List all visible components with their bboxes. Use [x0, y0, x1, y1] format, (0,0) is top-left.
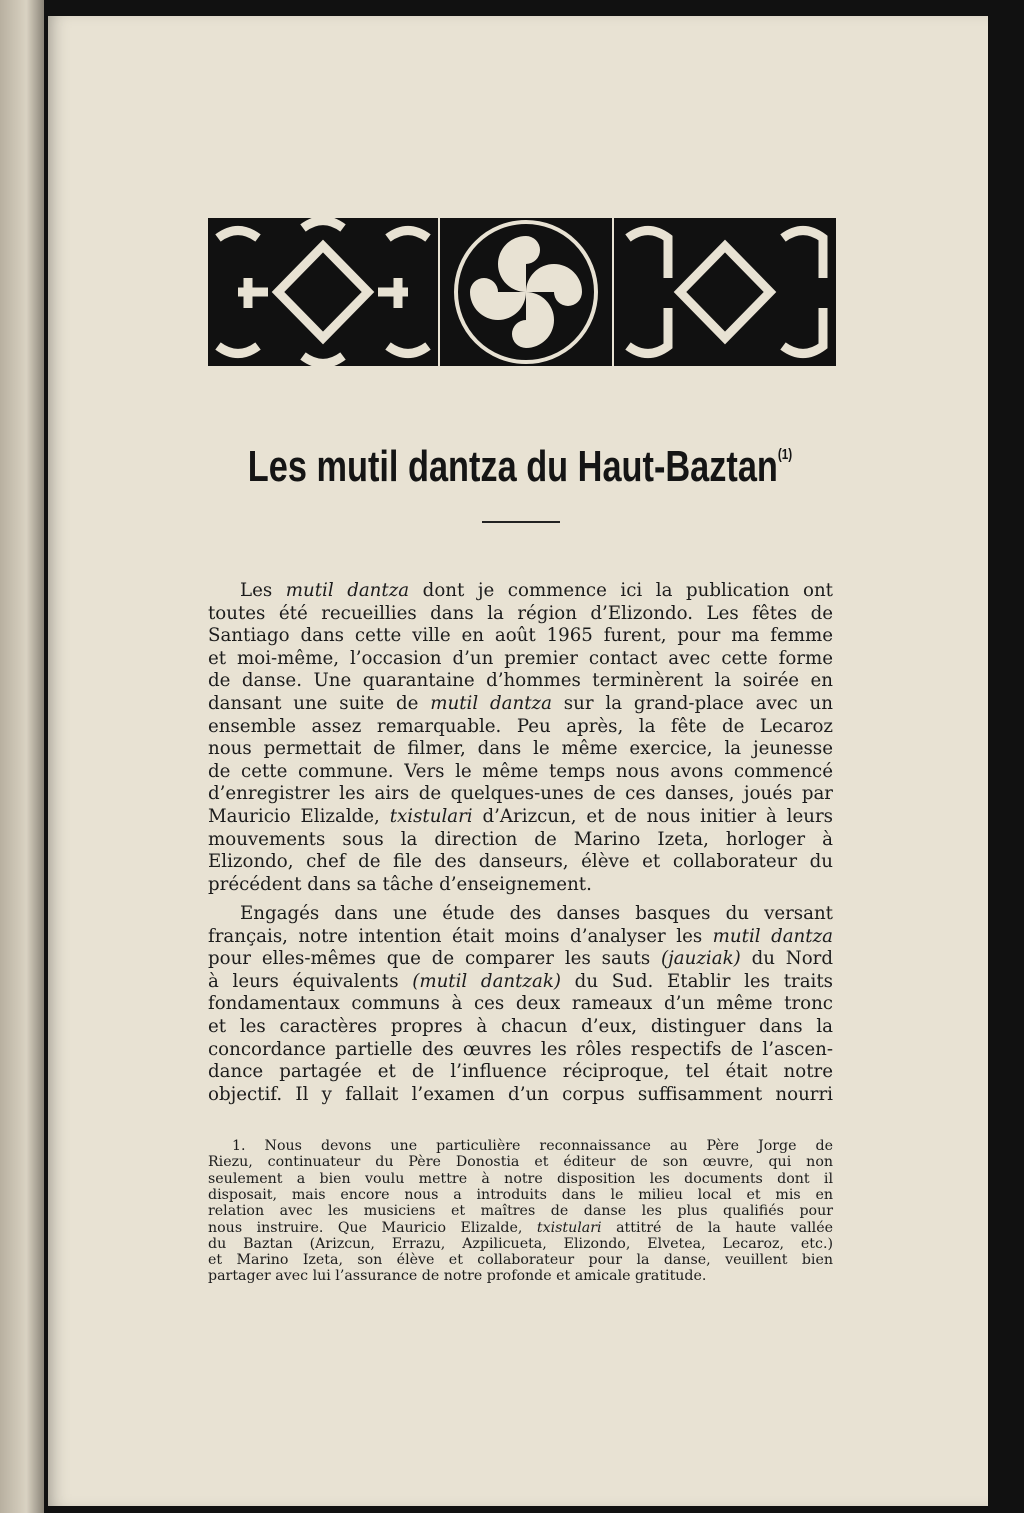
text-run: Santiago dans cette ville en août 1965 furent, pour ma femme [208, 625, 833, 647]
paragraph-line [208, 828, 833, 851]
title-text: Les mutil dantza du Haut-Baztan [247, 442, 778, 491]
paragraph-line [240, 579, 833, 602]
footnote-line [208, 1187, 833, 1203]
text-run: dont je commence ici la publication ont [409, 580, 833, 601]
footnote-line [208, 1171, 833, 1187]
text-run: Riezu, continuateur du Père Donostia et éditeur de son œuvre, qui non [208, 1154, 833, 1171]
paragraph-line [208, 737, 833, 760]
footnote-line [208, 1252, 833, 1268]
paragraph-line [208, 925, 833, 948]
text-run: précédent dans sa tâche d’enseignement. [208, 873, 592, 895]
paragraph-line [208, 805, 833, 828]
lauburu-icon [456, 222, 596, 362]
text-run: Engagés dans une étude des danses basques du versant [240, 903, 833, 924]
text-run: sur la grand-place avec un [551, 693, 833, 714]
text-run: d’enregistrer les airs de quelques-unes de ces danses, joués par [208, 783, 833, 805]
footnote-line [208, 1220, 833, 1236]
text-run: toutes été recueillies dans la région d’Elizondo. Les fêtes de [208, 602, 833, 624]
text-run: concordance partielle des œuvres les rôles respectifs de l’ascen- [208, 1038, 833, 1060]
text-run: seulement a bien voulu mettre à notre disposition les documents dont il [208, 1170, 833, 1187]
italic-term: (mutil dantzak) [412, 970, 561, 992]
basque-ornament-band [208, 218, 836, 366]
italic-term: txistulari [536, 1219, 602, 1236]
text-run: relation avec les musiciens et maîtres de danse les plus qualifiés pour [208, 1203, 833, 1220]
paragraph-line [208, 1083, 833, 1106]
text-run: Elizondo, chef de file des danseurs, élève et collaborateur du [208, 851, 833, 873]
text-run: Les [240, 580, 286, 601]
text-run: et les caractères propres à chacun d’eux, distinguer dans la [208, 1016, 833, 1037]
paragraph-line [208, 1038, 833, 1061]
text-run: et moi-même, l’occasion d’un premier contact avec cette forme [208, 647, 833, 669]
paragraph-line [208, 873, 833, 896]
text-run: partager avec lui l’assurance de notre profonde et amicale gratitude. [208, 1268, 707, 1285]
text-run: fondamentaux communs à ces deux rameaux d’un même tronc [208, 993, 833, 1015]
text-run: de cette commune. Vers le même temps nous avons commencé [208, 760, 833, 782]
paragraph-line [208, 782, 833, 805]
text-run: mouvements sous la direction de Marino Izeta, horloger à [208, 828, 833, 850]
footnote-line [208, 1203, 833, 1219]
text-run: disposait, mais encore nous a introduits dans le milieu local et mis en [208, 1186, 833, 1203]
footnote-line [232, 1138, 833, 1154]
text-run: de danse. Une quarantaine d’hommes terminèrent la soirée en [208, 670, 833, 692]
italic-term: mutil dantza [430, 693, 552, 714]
italic-term: mutil dantza [285, 580, 410, 601]
text-run: attitré de la haute vallée [601, 1219, 833, 1236]
text-run: objectif. Il y fallait l’examen d’un corpus suffisamment nourri [208, 1083, 833, 1105]
text-run: d’Arizcun, et de nous initier à leurs [472, 806, 833, 827]
italic-term: txistulari [389, 806, 473, 827]
paragraph-line [208, 970, 833, 993]
paragraph-line [208, 760, 833, 783]
text-run: et Marino Izeta, son élève et collaborateur pour la danse, veuillent bien [208, 1252, 833, 1269]
text-run: Mauricio Elizalde, [208, 806, 390, 827]
footnote-line [208, 1268, 833, 1284]
footnote-ref: (1) [777, 446, 793, 463]
text-run: du Sud. Etablir les traits [560, 970, 834, 992]
paragraph-line [208, 624, 833, 647]
text-run: ensemble assez remarquable. Peu après, la fête de Lecaroz [208, 715, 833, 737]
paragraph-line [208, 992, 833, 1015]
text-run: nous instruire. Que Mauricio Elizalde, [208, 1219, 537, 1236]
text-run: dansant une suite de [208, 693, 431, 714]
paragraph-line [208, 669, 833, 692]
text-run: du Baztan (Arizcun, Errazu, Azpilicueta, Elizondo, Elvetea, Lecaroz, etc.) [208, 1235, 833, 1252]
paragraph-line [208, 1060, 833, 1083]
text-run: français, notre intention était moins d’analyser les [208, 925, 713, 947]
italic-term: mutil dantza [712, 925, 834, 947]
italic-term: (jauziak) [661, 948, 741, 970]
page-title [231, 442, 808, 492]
paragraph-line [208, 602, 833, 625]
footnote-line [208, 1236, 833, 1252]
text-run: 1. Nous devons une particulière reconnaissance au Père Jorge de [232, 1138, 833, 1154]
footnote-line [208, 1154, 833, 1170]
paragraph-line [208, 692, 833, 715]
text-run: dance partagée et de l’influence réciproque, tel était notre [208, 1061, 833, 1083]
paragraph-line [208, 1015, 833, 1038]
title-divider [482, 521, 560, 523]
paragraph-line [208, 647, 833, 670]
paragraph-line [208, 947, 833, 970]
text-run: du Nord [740, 948, 833, 970]
text-run: nous permettait de filmer, dans le même exercice, la jeunesse [208, 738, 833, 760]
text-run: pour elles-mêmes que de comparer les sauts [208, 948, 662, 970]
paragraph-line [240, 902, 833, 925]
text-run: à leurs équivalents [208, 970, 413, 992]
paragraph-line [208, 850, 833, 873]
facing-page-edge [0, 0, 44, 1513]
paragraph-line [208, 715, 833, 738]
